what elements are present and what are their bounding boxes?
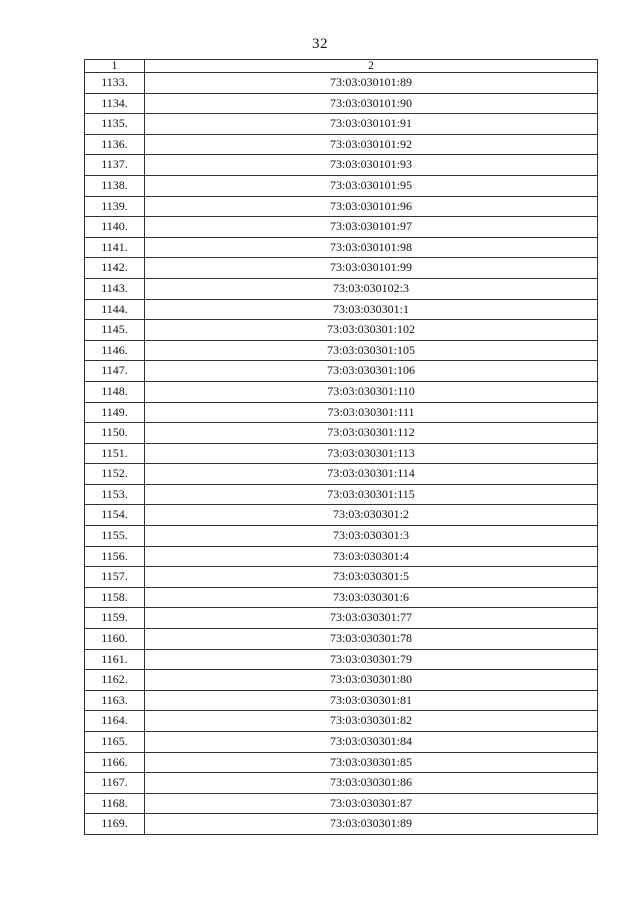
cadastral-number-cell: 73:03:030101:95 <box>145 175 598 196</box>
table-body <box>85 73 598 835</box>
table-row <box>85 381 598 402</box>
row-number-cell: 1138. <box>85 175 145 196</box>
cadastral-number-cell: 73:03:030102:3 <box>145 278 598 299</box>
table-row <box>85 526 598 547</box>
cadastral-number-cell: 73:03:030301:87 <box>145 793 598 814</box>
row-number-cell: 1140. <box>85 217 145 238</box>
table-row <box>85 299 598 320</box>
table-row <box>85 423 598 444</box>
cadastral-number-cell: 73:03:030301:111 <box>145 402 598 423</box>
cadastral-number-cell: 73:03:030301:86 <box>145 773 598 794</box>
table-row <box>85 73 598 94</box>
row-number-cell: 1134. <box>85 93 145 114</box>
table-row <box>85 464 598 485</box>
table-row <box>85 155 598 176</box>
table-row <box>85 134 598 155</box>
cadastral-number-cell: 73:03:030301:78 <box>145 629 598 650</box>
row-number-cell: 1152. <box>85 464 145 485</box>
cadastral-number-cell: 73:03:030301:81 <box>145 690 598 711</box>
cadastral-number-cell: 73:03:030301:6 <box>145 587 598 608</box>
table-row <box>85 505 598 526</box>
row-number-cell: 1146. <box>85 340 145 361</box>
cadastral-number-cell: 73:03:030301:80 <box>145 670 598 691</box>
row-number-cell: 1164. <box>85 711 145 732</box>
row-number-cell: 1167. <box>85 773 145 794</box>
table-row <box>85 732 598 753</box>
row-number-cell: 1151. <box>85 443 145 464</box>
row-number-cell: 1160. <box>85 629 145 650</box>
row-number-cell: 1159. <box>85 608 145 629</box>
page-number: 32 <box>312 36 328 52</box>
row-number-cell: 1139. <box>85 196 145 217</box>
cadastral-number-cell: 73:03:030301:112 <box>145 423 598 444</box>
row-number-cell: 1143. <box>85 278 145 299</box>
row-number-cell: 1166. <box>85 752 145 773</box>
row-number-cell: 1161. <box>85 649 145 670</box>
row-number-cell: 1144. <box>85 299 145 320</box>
cadastral-number-cell: 73:03:030101:92 <box>145 134 598 155</box>
table-row <box>85 670 598 691</box>
row-number-cell: 1154. <box>85 505 145 526</box>
table-row <box>85 402 598 423</box>
table-row <box>85 567 598 588</box>
cadastral-number-cell: 73:03:030301:114 <box>145 464 598 485</box>
row-number-cell: 1149. <box>85 402 145 423</box>
table-row <box>85 443 598 464</box>
table-row <box>85 196 598 217</box>
cadastral-number-cell: 73:03:030301:84 <box>145 732 598 753</box>
cadastral-number-cell: 73:03:030301:110 <box>145 381 598 402</box>
cadastral-number-cell: 73:03:030101:91 <box>145 114 598 135</box>
cadastral-number-cell: 73:03:030301:5 <box>145 567 598 588</box>
cadastral-number-table <box>84 59 598 835</box>
row-number-cell: 1155. <box>85 526 145 547</box>
cadastral-number-cell: 73:03:030101:89 <box>145 73 598 94</box>
table-row <box>85 278 598 299</box>
table-row <box>85 711 598 732</box>
cadastral-number-cell: 73:03:030101:97 <box>145 217 598 238</box>
table-row <box>85 237 598 258</box>
table-row <box>85 340 598 361</box>
table-row <box>85 546 598 567</box>
cadastral-number-cell: 73:03:030301:115 <box>145 484 598 505</box>
table-row <box>85 217 598 238</box>
row-number-cell: 1163. <box>85 690 145 711</box>
table-row <box>85 690 598 711</box>
cadastral-number-cell: 73:03:030301:2 <box>145 505 598 526</box>
row-number-cell: 1165. <box>85 732 145 753</box>
cadastral-number-cell: 73:03:030101:90 <box>145 93 598 114</box>
row-number-cell: 1133. <box>85 73 145 94</box>
cadastral-number-cell: 73:03:030101:98 <box>145 237 598 258</box>
table-row <box>85 608 598 629</box>
table-row <box>85 814 598 835</box>
row-number-cell: 1148. <box>85 381 145 402</box>
row-number-cell: 1145. <box>85 320 145 341</box>
cadastral-number-cell: 73:03:030301:82 <box>145 711 598 732</box>
table-row <box>85 587 598 608</box>
row-number-cell: 1135. <box>85 114 145 135</box>
table-row <box>85 752 598 773</box>
row-number-cell: 1168. <box>85 793 145 814</box>
table-row <box>85 361 598 382</box>
row-number-cell: 1142. <box>85 258 145 279</box>
cadastral-number-cell: 73:03:030301:77 <box>145 608 598 629</box>
row-number-cell: 1136. <box>85 134 145 155</box>
cadastral-number-cell: 73:03:030301:106 <box>145 361 598 382</box>
cadastral-number-cell: 73:03:030101:96 <box>145 196 598 217</box>
cadastral-number-cell: 73:03:030101:93 <box>145 155 598 176</box>
row-number-cell: 1169. <box>85 814 145 835</box>
row-number-cell: 1150. <box>85 423 145 444</box>
row-number-cell: 1162. <box>85 670 145 691</box>
row-number-cell: 1157. <box>85 567 145 588</box>
table-row <box>85 484 598 505</box>
cadastral-number-cell: 73:03:030301:102 <box>145 320 598 341</box>
table-row <box>85 773 598 794</box>
table-row <box>85 258 598 279</box>
column-header-cadastral-number: 2 <box>145 60 598 73</box>
row-number-cell: 1158. <box>85 587 145 608</box>
table-row <box>85 175 598 196</box>
cadastral-number-cell: 73:03:030301:85 <box>145 752 598 773</box>
cadastral-number-cell: 73:03:030301:4 <box>145 546 598 567</box>
row-number-cell: 1156. <box>85 546 145 567</box>
cadastral-number-cell: 73:03:030301:113 <box>145 443 598 464</box>
table-row <box>85 114 598 135</box>
column-header-number: 1 <box>85 60 145 73</box>
table-row <box>85 320 598 341</box>
table-header-row <box>85 60 598 73</box>
cadastral-number-cell: 73:03:030301:105 <box>145 340 598 361</box>
cadastral-number-cell: 73:03:030101:99 <box>145 258 598 279</box>
table-row <box>85 93 598 114</box>
cadastral-number-cell: 73:03:030301:3 <box>145 526 598 547</box>
row-number-cell: 1153. <box>85 484 145 505</box>
cadastral-number-cell: 73:03:030301:1 <box>145 299 598 320</box>
table-header <box>85 60 598 73</box>
row-number-cell: 1137. <box>85 155 145 176</box>
cadastral-number-cell: 73:03:030301:79 <box>145 649 598 670</box>
table-row <box>85 793 598 814</box>
row-number-cell: 1147. <box>85 361 145 382</box>
table-row <box>85 629 598 650</box>
table-row <box>85 649 598 670</box>
cadastral-number-cell: 73:03:030301:89 <box>145 814 598 835</box>
row-number-cell: 1141. <box>85 237 145 258</box>
